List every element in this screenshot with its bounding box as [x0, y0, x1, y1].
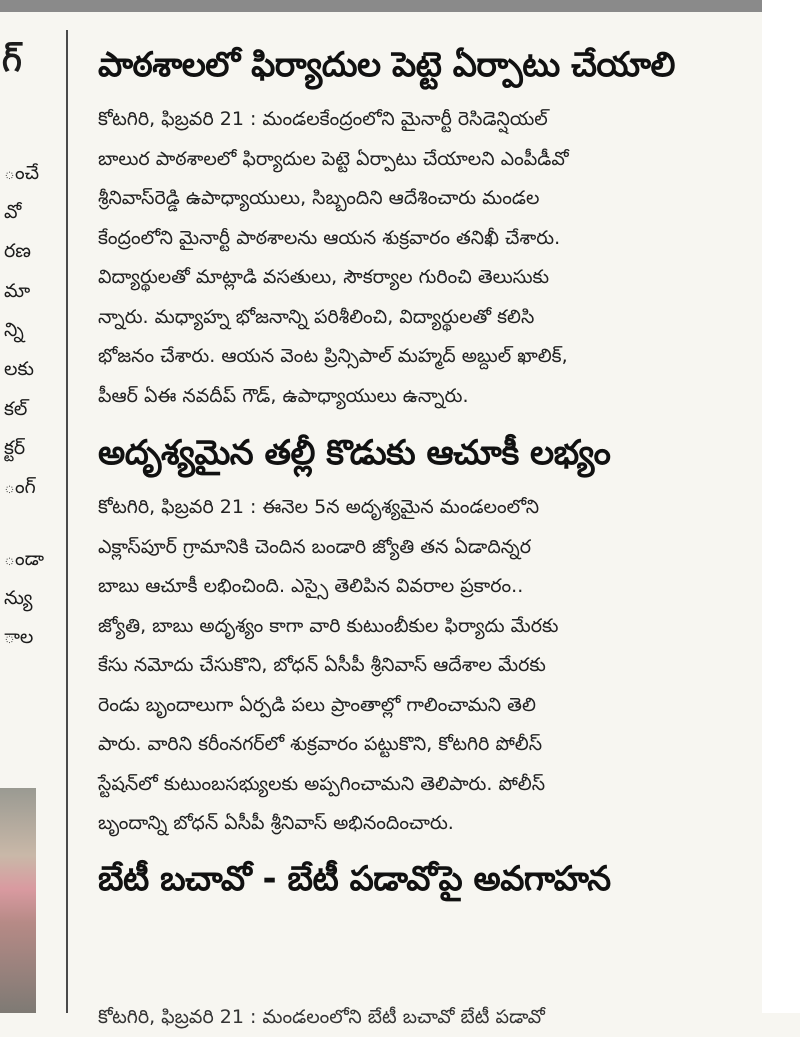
article-headline-missing-found: అదృశ్యమైన తల్లీ కొడుకు ఆచూకీ లభ్యం — [98, 433, 611, 473]
article-line: కోటగిరి, ఫిబ్రవరి 21 : మండలకేంద్రంలోని మైనార్టీ రెసిడెన్షియల్ — [98, 108, 548, 130]
left-line-fragment: కల్ — [4, 398, 28, 420]
left-line-fragment: ాల — [4, 626, 34, 648]
left-line-fragment: మా — [4, 280, 31, 302]
article-line: స్టేషన్‌లో కుటుంబసభ్యులకు అప్పగించామని తెలిపారు. పోలీస్ — [98, 772, 546, 795]
column-divider — [66, 30, 68, 1013]
article-line: పారు. వారిని కరీంనగర్‌లో శుక్రవారం పట్టుకొని, కోటగిరి పోలీస్ — [98, 733, 543, 755]
left-line-fragment: ండా — [4, 548, 44, 570]
left-line-fragment: ంగ్ — [4, 476, 36, 498]
article-line: కోటగిరి, ఫిబ్రవరి 21 : ఈనెల 5న అదృశ్యమైన మండలంలోని — [98, 496, 540, 518]
article-line: ఎక్లాస్‌పూర్ గ్రామానికి చెందిన బండారి జ్యోతి తన ఏడాదిన్నర — [98, 535, 531, 558]
article-line: విద్యార్థులతో మాట్లాడి వసతులు, సౌకర్యాల గురించి తెలుసుకు — [98, 266, 550, 288]
article-line: రెండు బృందాలుగా ఏర్పడి పలు ప్రాంతాల్లో గాలించామని తెలి — [98, 693, 536, 716]
left-line-fragment: రణ — [4, 240, 31, 262]
left-line-fragment: క్టర్ — [4, 437, 26, 459]
article-line: కేసు నమోదు చేసుకొని, బోధన్ ఏసీపీ శ్రీనివాస్ ఆదేశాల మేరకు — [98, 654, 546, 676]
main-column — [98, 12, 762, 904]
left-line-fragment: న్యు — [4, 587, 33, 609]
article-line: శ్రీనివాస్‌రెడ్డి ఉపాధ్యాయులు, సిబ్బందిని ఆదేశించారు మండల — [98, 187, 540, 209]
left-column-fragment — [0, 12, 62, 1013]
article-line: బృందాన్ని బోధన్ ఏసీపీ శ్రీనివాస్ అభినందించారు. — [98, 812, 454, 834]
top-band — [0, 0, 762, 12]
article-line: జ్యోతి, బాబు అదృశ్యం కాగా వారి కుటుంబీకుల ఫిర్యాదు మేరకు — [98, 614, 559, 637]
left-line-fragment: వో — [4, 201, 22, 223]
left-line-fragment: న్ని — [4, 319, 24, 341]
left-line-fragment: ంచే — [4, 162, 40, 184]
photo-fragment — [0, 788, 36, 1013]
article-headline-complaint-box: పాఠశాలలో ఫిర్యాదుల పెట్టె ఏర్పాటు చేయాలి — [98, 45, 675, 85]
article-line: పీఆర్ ఏఈ నవదీప్ గౌడ్, ఉపాధ్యాయులు ఉన్నారు. — [98, 384, 469, 407]
article-line-cut-off: కోటగిరి, ఫిబ్రవరి 21 : మండలంలోని బేటీ బచావో బేటీ పడావో — [98, 1006, 545, 1028]
article-line: కేంద్రంలోని మైనార్టీ పాఠశాలను ఆయన శుక్రవారం తనిఖీ చేశారు. — [98, 226, 561, 249]
left-line-fragment: లకు — [4, 358, 34, 380]
article-line: న్నారు. మధ్యాహ్న భోజనాన్ని పరిశీలించి, విద్యార్థులతో కలిసి — [98, 305, 535, 328]
article-line: భోజనం చేశారు. ఆయన వెంట ప్రిన్సిపాల్ మహ్మద్ అబ్దుల్ ఖాలిక్, — [98, 345, 568, 367]
article-body-missing-found — [98, 488, 762, 844]
article-line: బాబు ఆచూకీ లభించింది. ఎస్సై తెలిపిన వివరాల ప్రకారం.. — [98, 575, 524, 597]
left-headline-fragment: గ్ — [2, 40, 22, 80]
article-line: బాలుర పాఠశాలలో ఫిర్యాదుల పెట్టె ఏర్పాటు చేయాలని ఎంపీడీవో — [98, 147, 569, 170]
page-margin — [762, 0, 800, 1013]
article-body-complaint-box — [98, 100, 762, 416]
article-headline-beti-bachao: బేటీ బచావో - బేటీ పడావోపై అవగాహన — [98, 858, 611, 899]
